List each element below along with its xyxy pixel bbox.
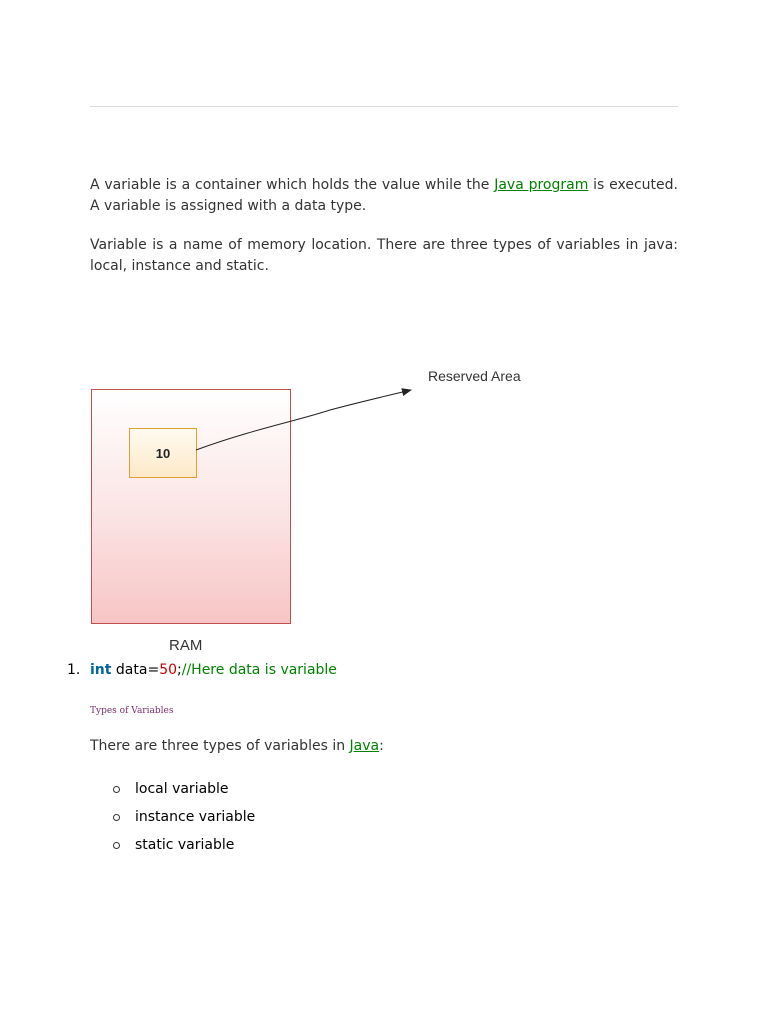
intro-text-end: is executed. A variable is assigned with a data type. [90, 177, 678, 214]
code-semicolon: ; [177, 662, 182, 678]
java-link[interactable]: Java [349, 738, 380, 754]
circle-bullet-icon [113, 842, 120, 849]
code-line [67, 660, 337, 680]
types-intro [90, 736, 384, 757]
ram-label: RAM [169, 637, 203, 654]
list-item-label: instance variable [135, 809, 256, 825]
intro-text: A variable is a container which holds the value while the [90, 177, 495, 193]
intro-paragraph-1 [90, 175, 678, 217]
code-number: 50 [159, 662, 178, 678]
top-divider [90, 106, 678, 107]
code-line-number: 1. [67, 662, 81, 678]
intro-paragraph-2: Variable is a name of memory location. There are three types of variables in java: local, instance and static. [90, 237, 678, 274]
memory-cell-value: 10 [155, 445, 171, 461]
reserved-area-label: Reserved Area [428, 368, 521, 384]
memory-cell [129, 428, 197, 478]
list-item-label: local variable [135, 781, 229, 797]
code-keyword: int [90, 662, 112, 678]
list-item-label: static variable [135, 837, 235, 853]
types-intro-colon: : [379, 738, 384, 754]
java-program-link[interactable]: Java program [494, 177, 589, 193]
code-comment: //Here data is variable [181, 662, 337, 678]
circle-bullet-icon [113, 786, 120, 793]
ram-box [91, 389, 291, 624]
code-identifier: data= [111, 662, 160, 678]
types-heading: Types of Variables [90, 706, 174, 716]
types-intro-text: There are three types of variables in [90, 738, 350, 754]
circle-bullet-icon [113, 814, 120, 821]
